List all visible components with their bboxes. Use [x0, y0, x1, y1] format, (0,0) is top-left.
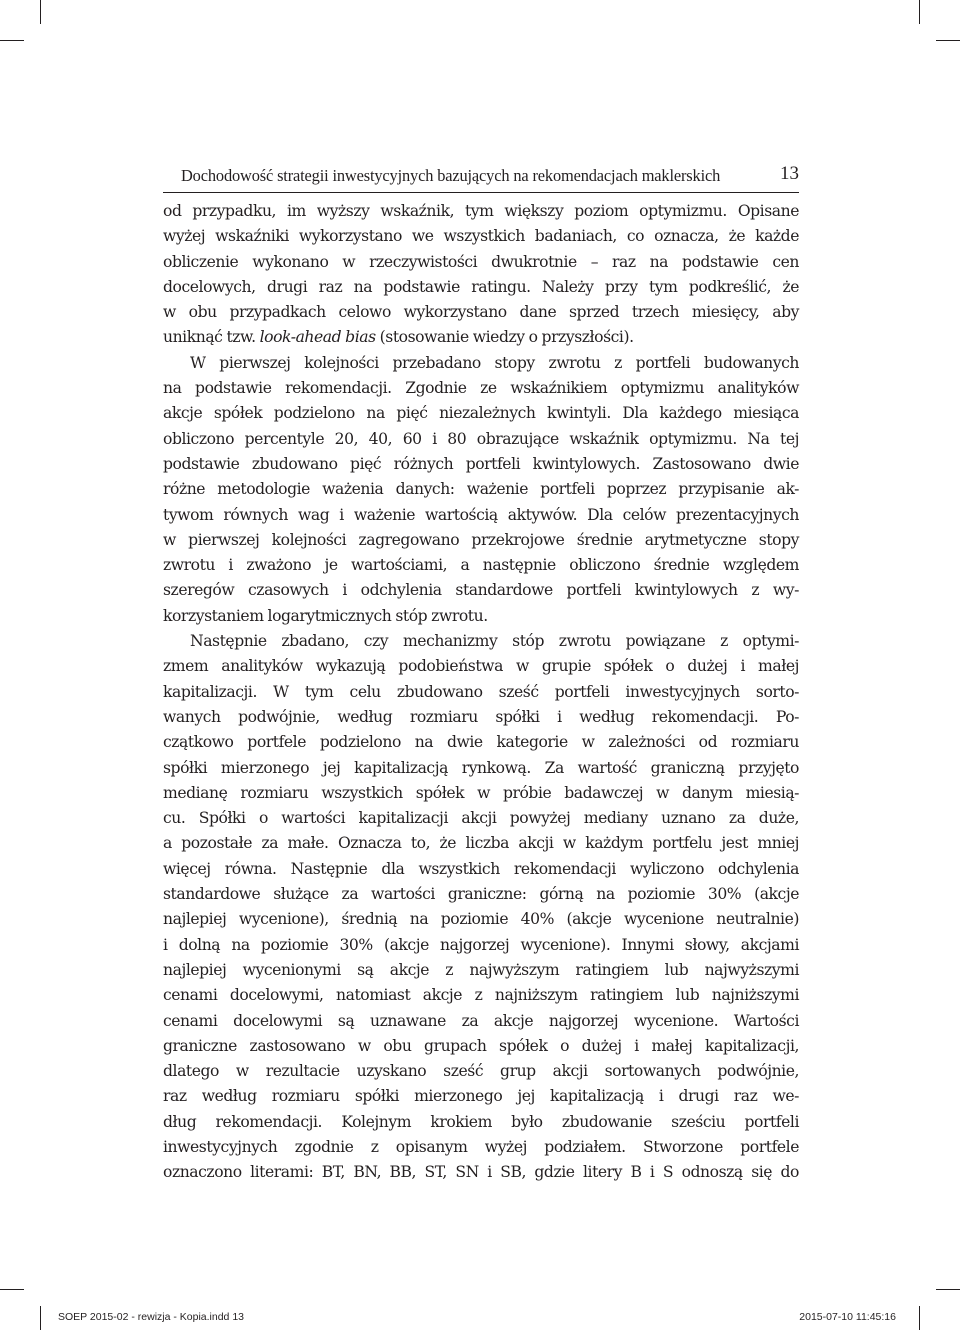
- text-line: [163, 300, 799, 325]
- text-line: [163, 199, 799, 224]
- text-line: [163, 275, 799, 300]
- text-line: [163, 781, 799, 806]
- text-line: [163, 325, 799, 350]
- text-line: [163, 680, 799, 705]
- text-line-segment: cenami docelowymi są uznawane za akcje najgorzej wycenione. Wartości: [163, 1011, 799, 1030]
- text-line-segment: różne metodologie ważenia danych: ważenie portfeli poprzez przypisanie ak-: [163, 480, 799, 499]
- text-line-segment: więcej równa. Następnie dla wszystkich rekomendacji wyliczono odchylenia: [163, 859, 799, 878]
- text-line: [163, 1160, 799, 1185]
- text-line: [163, 1009, 799, 1034]
- text-line: [163, 528, 799, 553]
- text-line-segment: uniknąć tzw.: [163, 328, 260, 347]
- text-line: [163, 503, 799, 528]
- text-line-segment: a pozostałe za małe. Oznacza to, że liczba akcji w każdym portfelu jest mniej: [163, 834, 799, 853]
- crop-mark-top-left-horizontal: [0, 40, 24, 41]
- text-line-segment: obliczono percentyle 20, 40, 60 i 80 obrazujące wskaźnik optymizmu. Na tej: [163, 429, 799, 448]
- text-line-segment: docelowych, drugi raz na podstawie ratingu. Należy przy tym podkreślić, że: [163, 277, 799, 296]
- running-title: Dochodowość strategii inwestycyjnych bazujących na rekomendacjach maklerskich: [181, 166, 721, 185]
- page-number: 13: [780, 163, 799, 184]
- crop-mark-bottom-right-vertical: [919, 1306, 920, 1330]
- text-line: [163, 756, 799, 781]
- text-line: [163, 452, 799, 477]
- text-line-segment: najlepiej wycenionymi są akcje z najwyższym ratingiem lub najwyższymi: [163, 960, 799, 979]
- text-line-segment: podstawie zbudowano pięć różnych portfeli kwintylowych. Zastosowano dwie: [163, 454, 799, 473]
- text-line-segment: inwestycyjnych zgodnie z opisanym wyżej podziałem. Stworzone portfele: [163, 1137, 799, 1156]
- text-line-segment: obliczenie wykonano w rzeczywistości dwukrotnie – raz na podstawie cen: [163, 252, 799, 271]
- text-line-segment: cu. Spółki o wartości kapitalizacji akcji powyżej mediany uznano za duże,: [163, 809, 799, 828]
- text-line-segment: (stosowanie wiedzy o przyszłości).: [375, 328, 634, 347]
- text-line-segment: zwrotu i zważono je wartościami, a następnie obliczono średnie względem: [163, 556, 799, 575]
- text-line-segment: akcje spółek podzielono na pięć niezależnych kwintyli. Dla każdego miesiąca: [163, 404, 799, 423]
- text-line: [163, 958, 799, 983]
- crop-mark-bottom-right-horizontal: [936, 1289, 960, 1290]
- text-line-segment: Następnie zbadano, czy mechanizmy stóp zwrotu powiązane z optymi-: [190, 632, 799, 651]
- text-line-segment: czątkowo portfele podzielono na dwie kategorie w zależności od rozmiaru: [163, 733, 799, 752]
- crop-mark-bottom-left-horizontal: [0, 1289, 24, 1290]
- text-line-segment: korzystaniem logarytmicznych stóp zwrotu.: [163, 606, 488, 625]
- text-line-segment: dług rekomendacji. Kolejnym krokiem było zbudowanie sześciu portfeli: [163, 1112, 799, 1131]
- text-line: [163, 882, 799, 907]
- text-line: [163, 553, 799, 578]
- text-line-segment: na podstawie rekomendacji. Zgodnie ze wskaźnikiem optymizmu analityków: [163, 379, 799, 398]
- text-line-segment: raz według rozmiaru spółki mierzonego jej kapitalizacją i drugi raz we-: [163, 1087, 799, 1106]
- body-text: [163, 199, 799, 1186]
- text-line-segment: graniczne zastosowano w obu grupach spółek o dużej i małej kapitalizacji,: [163, 1036, 799, 1055]
- text-line: [163, 477, 799, 502]
- text-line-segment: kapitalizacji. W tym celu zbudowano sześć portfeli inwestycyjnych sorto-: [163, 682, 799, 701]
- crop-mark-top-right-vertical: [919, 0, 920, 24]
- print-slug-timestamp: 2015-07-10 11:45:16: [799, 1311, 896, 1323]
- text-line: [163, 224, 799, 249]
- text-line: [163, 604, 799, 629]
- text-line-segment: cenami docelowymi, natomiast akcje z najniższym ratingiem lub najniższymi: [163, 986, 799, 1005]
- text-line: [163, 933, 799, 958]
- text-line: [163, 1034, 799, 1059]
- text-line: [163, 831, 799, 856]
- text-line: [163, 654, 799, 679]
- text-line-segment: standardowe służące za wartości graniczne: górną na poziomie 30% (akcje: [163, 885, 799, 904]
- text-line-segment: najlepiej wycenione), średnią na poziomie 40% (akcje wycenione neutralnie): [163, 910, 799, 929]
- running-header: [163, 162, 799, 193]
- text-line: [163, 705, 799, 730]
- text-line-segment: oznaczono literami: BT, BN, BB, ST, SN i SB, gdzie litery B i S odnoszą się do: [163, 1163, 799, 1182]
- text-line-segment: i dolną na poziomie 30% (akcje najgorzej wycenione). Innymi słowy, akcjami: [163, 935, 799, 954]
- text-line: [163, 1084, 799, 1109]
- text-line-segment: od przypadku, im wyższy wskaźnik, tym większy poziom optymizmu. Opisane: [163, 202, 799, 220]
- text-line-segment: tywom równych wag i ważenie wartością aktywów. Dla celów prezentacyjnych: [163, 505, 799, 524]
- text-line: [163, 250, 799, 275]
- text-line: [163, 351, 799, 376]
- text-line-segment: W pierwszej kolejności przebadano stopy zwrotu z portfeli budowanych: [190, 353, 799, 372]
- text-line-segment: spółki mierzonego jej kapitalizacją rynkową. Za wartość graniczną przyjęto: [163, 758, 799, 777]
- text-line: [163, 1059, 799, 1084]
- text-line: [163, 857, 799, 882]
- text-line: [163, 806, 799, 831]
- text-line: [163, 730, 799, 755]
- text-line: [163, 427, 799, 452]
- text-line: [163, 907, 799, 932]
- text-line-segment: medianę rozmiaru wszystkich spółek w próbie badawczej w danym miesią-: [163, 783, 799, 802]
- text-line-segment: zmem analityków wykazują podobieństwa w grupie spółek o dużej i małej: [163, 657, 799, 676]
- text-line-segment: wyżej wskaźniki wykorzystano we wszystkich badaniach, co oznacza, że każde: [163, 227, 799, 246]
- text-line: [163, 401, 799, 426]
- text-line: [163, 578, 799, 603]
- text-line: [163, 629, 799, 654]
- text-line-segment: w pierwszej kolejności zagregowano przekrojowe średnie arytmetyczne stopy: [163, 530, 799, 549]
- crop-mark-top-right-horizontal: [936, 40, 960, 41]
- text-line-segment: szeregów czasowych i odchylenia standardowe portfeli kwintylowych z wy-: [163, 581, 799, 600]
- text-line: [163, 1110, 799, 1135]
- text-line-segment: w obu przypadkach celowo wykorzystano dane sprzed trzech miesięcy, aby: [163, 303, 799, 322]
- print-slug-filename: SOEP 2015-02 - rewizja - Kopia.indd 13: [58, 1311, 244, 1323]
- text-line: [163, 376, 799, 401]
- italic-term: look-ahead bias: [259, 328, 376, 347]
- text-line: [163, 1135, 799, 1160]
- text-line-segment: wanych podwójnie, według rozmiaru spółki i według rekomendacji. Po-: [163, 707, 799, 726]
- crop-mark-bottom-left-vertical: [40, 1306, 41, 1330]
- text-line-segment: dlatego w rezultacie uzyskano sześć grup akcji sortowanych podwójnie,: [163, 1062, 799, 1081]
- crop-mark-top-left-vertical: [40, 0, 41, 24]
- text-line: [163, 983, 799, 1008]
